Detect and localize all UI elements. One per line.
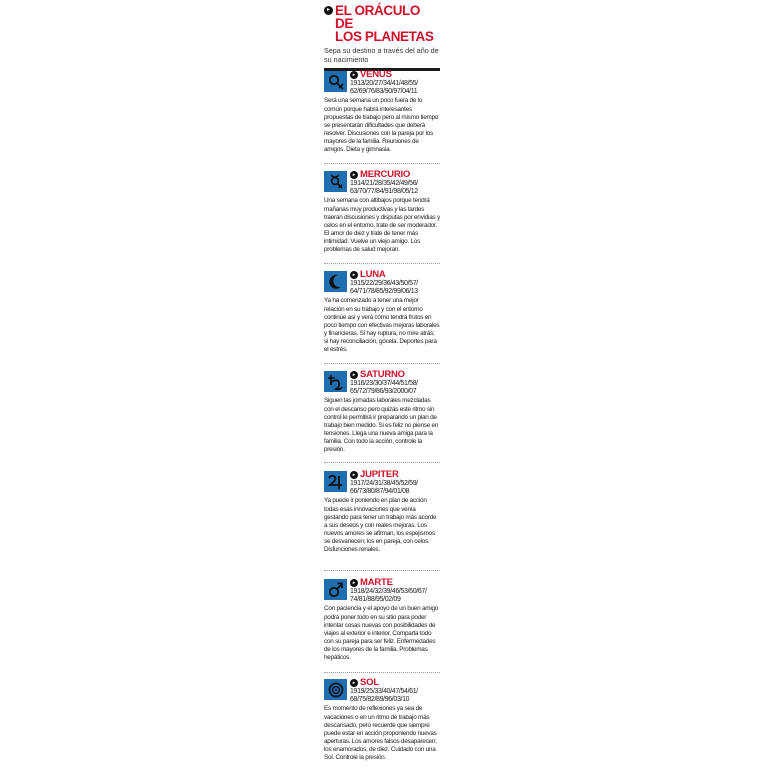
sign-venus	[324, 70, 440, 154]
page-title	[335, 4, 440, 43]
play-bullet-icon: ▸	[350, 71, 358, 79]
saturn-icon	[324, 371, 347, 392]
sign-text: Con paciencia y el apoyo de un buen amigo podrá poner todo en su sitio para poder intentar cosas nuevas con posibilidades de viajes al exterior e interior. Comparta todo con su pareja para ser feliz. Enfermedades de los mayores de la familia. Problemas hepáticos.	[324, 605, 439, 661]
sign-name: MARTE	[360, 577, 393, 588]
sign-name: LUNA	[360, 269, 386, 280]
title-row	[324, 4, 440, 43]
mercury-icon	[324, 171, 347, 192]
divider	[324, 363, 440, 364]
page-title-line2: LOS PLANETAS	[335, 29, 434, 44]
play-bullet-icon: ▸	[350, 679, 358, 687]
sign-name: MERCURIO	[360, 169, 411, 180]
divider	[324, 462, 440, 463]
sign-text: Ya ha comenzado a tener una mejor relación en su trabajo y con el entorno continúe así y verá cómo tendrá frutos en poco tiempo con efectivas mejoras laborales y financieras. Si hay ruptura, no mire atrás; si hay reconciliación, gócela. Deportes para el estrés.	[324, 297, 440, 353]
sign-sol	[324, 678, 440, 762]
sign-text: Una semana con altibajos porque tendrá mañanas muy productivas y las tardes traerán discusiones y disputas por envidias y celos en el entorno, trate de ser moderador. El amor de diez y trate de tener más intimidad. Vuelve un viejo amigo. Los problemas de salud mejoran.	[324, 197, 440, 253]
play-bullet-icon: ▸	[350, 271, 358, 279]
sign-text: Es momento de reflexiones ya sea de vacaciones o en un ritmo de trabajo más descansado, pero recuerde que siempre puede estar en acción proponiendo nuevas aperturas. Los amores falsos desaparecen; los enamorados, de diez. Cuidado con una Sol. Controle la presión.	[324, 705, 437, 761]
venus-icon	[324, 71, 347, 92]
sign-jupiter	[324, 470, 440, 554]
play-bullet-icon: ▸	[350, 171, 358, 179]
moon-icon	[324, 271, 347, 292]
sign-years: 1914/21/28/35/42/49/56/ 63/70/77/84/91/98/05/12	[350, 180, 418, 196]
sign-mercurio	[324, 170, 440, 254]
sign-years: 1915/22/29/36/43/50/57/ 64/71/78/85/92/99/06/13	[350, 280, 418, 296]
header	[324, 4, 440, 71]
play-bullet-icon: ▸	[350, 371, 358, 379]
sign-name: JUPITER	[360, 469, 399, 480]
sign-years: 1913/20/27/34/41/48/55/ 62/69/76/83/90/97/04/11	[350, 80, 418, 96]
sign-text: Será una semana un poco fuera de lo común porque habrá interesantes propuestas de trabajo pero al mismo tiempo se presentarán dificultades que deberá resolver. Discusiones con la pareja por los mayores de la familia. Reuniones de amigos. Dieta y gimnasia.	[324, 97, 439, 153]
play-bullet-icon: ▸	[350, 471, 358, 479]
sign-years: 1918/24/32/39/46/53/60/67/ 74/81/88/95/02/09	[350, 588, 427, 604]
mars-icon	[324, 579, 347, 600]
sign-marte	[324, 578, 440, 662]
sign-years: 1916/23/30/37/44/51/58/ 65/72/79/86/93/2000/07	[350, 380, 418, 396]
divider	[324, 672, 440, 673]
sign-name: VENUS	[360, 69, 392, 80]
play-bullet-icon: ▸	[324, 6, 333, 15]
sign-saturno	[324, 370, 440, 454]
sun-icon	[324, 679, 347, 700]
sign-years: 1919/25/33/40/47/54/61/ 68/75/82/89/96/03/10	[350, 688, 418, 704]
sign-name: SOL	[360, 677, 379, 688]
page-title-line1: EL ORÁCULO DE	[335, 3, 421, 31]
sign-text: Siguen las jornadas laborales mezcladas con el descanso pero quizás este ritmo sin control le permitirá ir preparando un plan de trabajo bien medido. Si es feliz no piense en tensiones. Llega una nueva amiga para la familia. Con todo la acción, controle la presión.	[324, 397, 439, 453]
sign-text: Ya puede ir poniendo en plan de acción todas esas innovaciones que venía gestando para tener un trabajo más acorde a sus deseos y con reales mejoras. Los nuevos amores se afirman, los espejismos se desvanecen; los en pareja, con celos. Disfunciones renales.	[324, 497, 437, 553]
play-bullet-icon: ▸	[350, 579, 358, 587]
sign-years: 1917/24/31/38/45/52/59/ 66/73/80/87/94/01/08	[350, 480, 418, 496]
sign-name: SATURNO	[360, 369, 405, 380]
divider	[324, 263, 440, 264]
page-subtitle: Sepa su destino a través del año de su nacimiento	[324, 46, 440, 71]
divider	[324, 570, 440, 571]
divider	[324, 163, 440, 164]
jupiter-icon	[324, 471, 347, 492]
sign-luna	[324, 270, 440, 354]
